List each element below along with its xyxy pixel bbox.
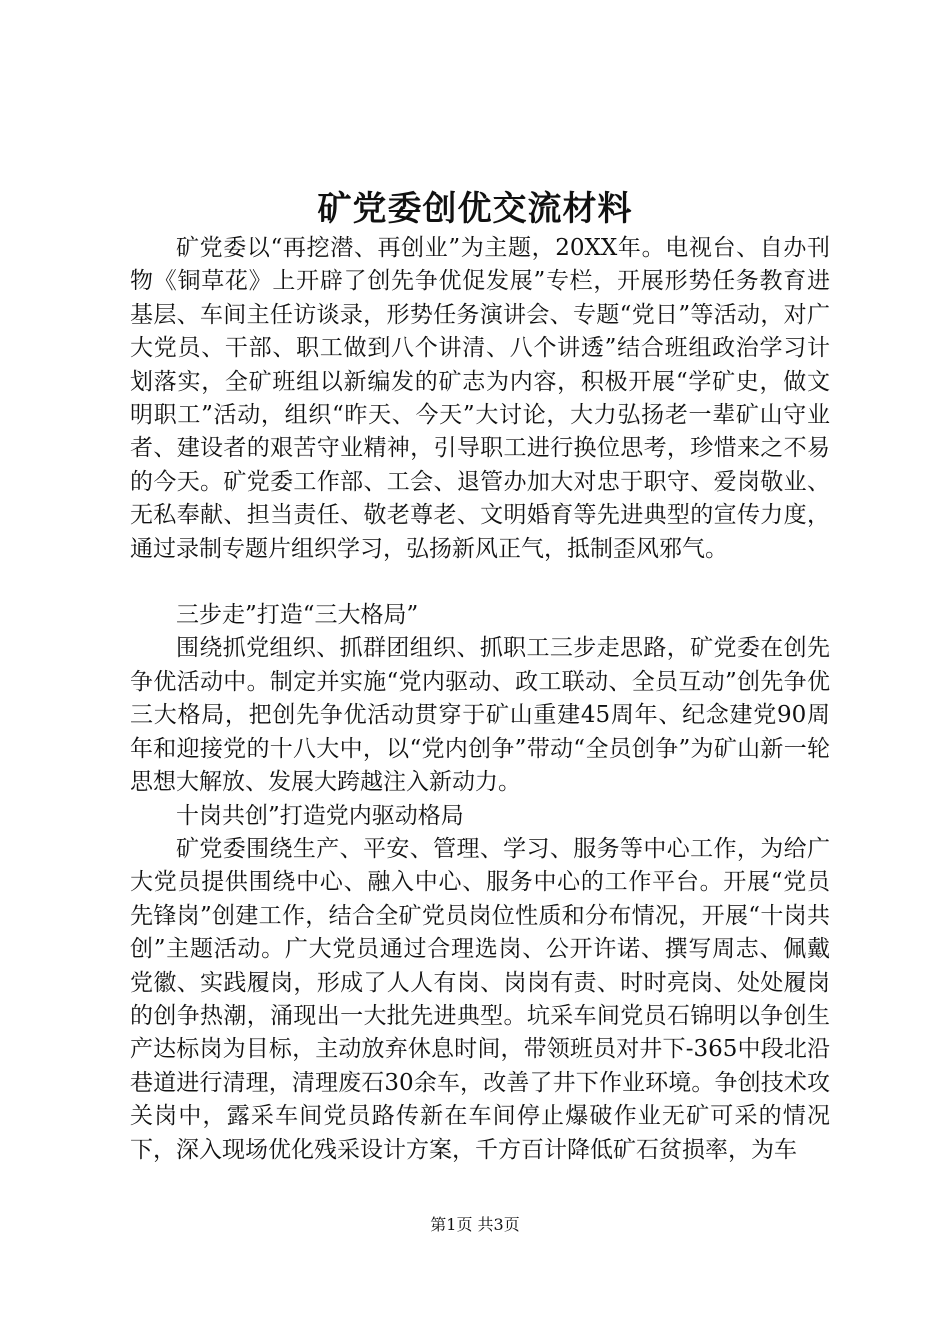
section-heading-three-steps: 三步走”打造“三大格局” <box>176 602 419 629</box>
document-title: 矿党委创优交流材料 <box>317 189 633 229</box>
page-footer: 第1页 共3页 <box>430 1215 520 1234</box>
paragraph-three-patterns: 围绕抓党组织、抓群团组织、抓职工三步走思路，矿党委在创先争优活动中。制定并实施“党内驱动、政工联动、全员互动”创先争优三大格局，把创先争优活动贯穿于矿山重建45周年、纪念建党90周年和迎接党的十八大中，以“党内创争”带动“全员创争”为矿山新一轮思想大解放、发展大跨越注入新动力。 <box>130 635 830 796</box>
section-heading-ten-posts: 十岗共创”打造党内驱动格局 <box>176 802 464 829</box>
paragraph-intro: 矿党委以“再挖潜、再创业”为主题，20XX年。电视台、自办刊物《铜草花》上开辟了创先争优促发展”专栏，开展形势任务教育进基层、车间主任访谈录，形势任务演讲会、专题“党日”等活动，对广大党员、干部、职工做到八个讲清、八个讲透”结合班组政治学习计划落实，全矿班组以新编发的矿志为内容，积极开展“学矿史，做文明职工”活动，组织“昨天、今天”大讨论，大力弘扬老一辈矿山守业者、建设者的艰苦守业精神，引导职工进行换位思考，珍惜来之不易的今天。矿党委工作部、工会、退管办加大对忠于职守、爱岗敬业、无私奉献、担当责任、敬老尊老、文明婚育等先进典型的宣传力度，通过录制专题片组织学习，弘扬新风正气，抵制歪风邪气。 <box>130 235 830 562</box>
document-body <box>130 232 830 1167</box>
paragraph-ten-posts: 矿党委围绕生产、平安、管理、学习、服务等中心工作，为给广大党员提供围绕中心、融入中心、服务中心的工作平台。开展“党员先锋岗”创建工作，结合全矿党员岗位性质和分布情况，开展“十岗共创”主题活动。广大党员通过合理选岗、公开许诺、撰写周志、佩戴党徽、实践履岗，形成了人人有岗、岗岗有责、时时亮岗、处处履岗的创争热潮，涌现出一大批先进典型。坑采车间党员石锦明以争创生产达标岗为目标，主动放弃休息时间，带领班员对井下-365中段北沿巷道进行清理，清理废石30余车，改善了井下作业环境。争创技术攻关岗中，露采车间党员路传新在车间停止爆破作业无矿可采的情况下，深入现场优化残采设计方案，千方百计降低矿石贫损率，为车 <box>130 835 830 1163</box>
